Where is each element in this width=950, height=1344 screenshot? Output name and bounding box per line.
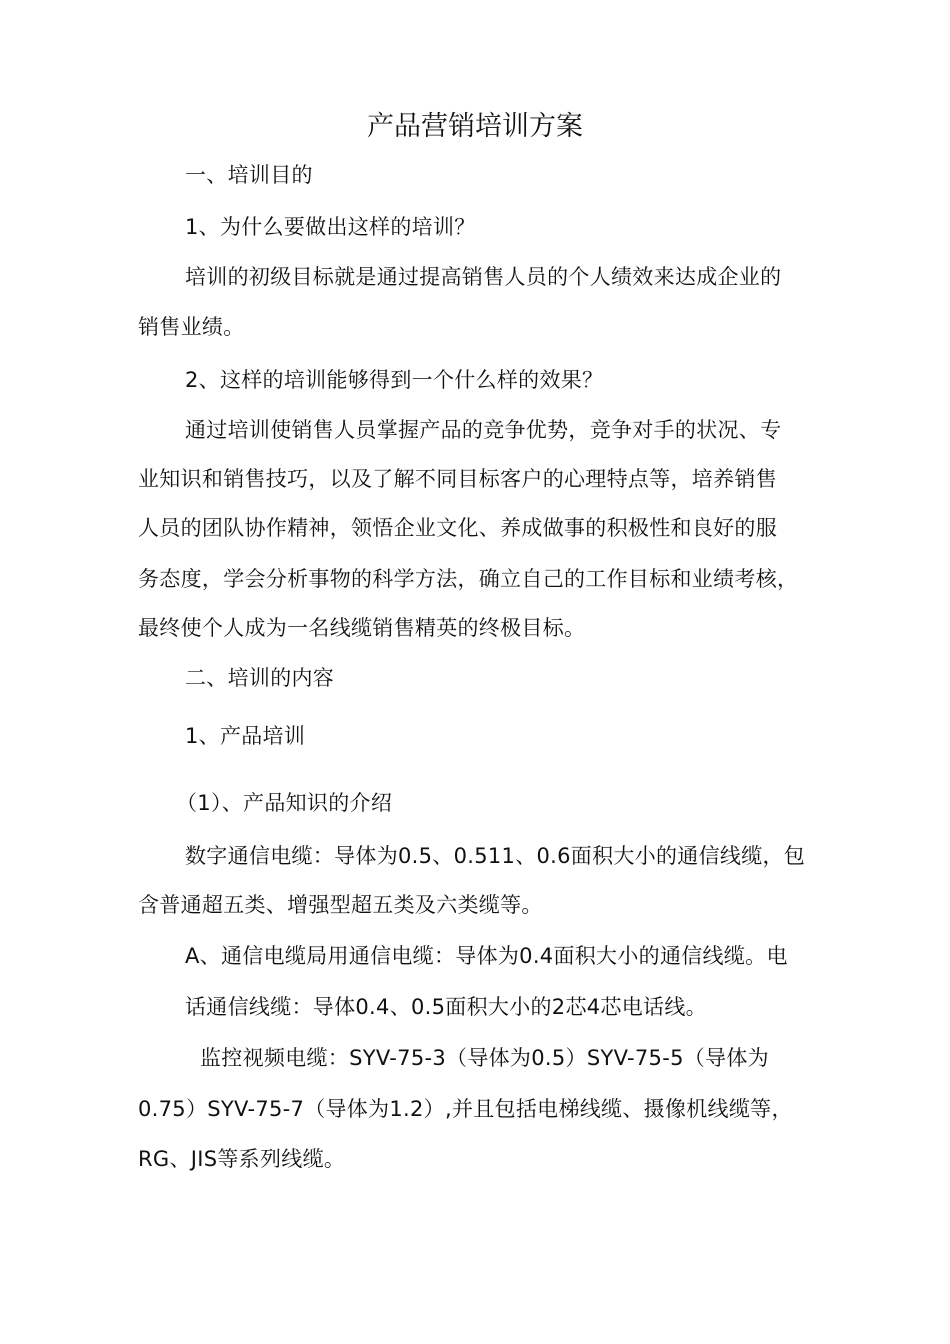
question-1: 1、为什么要做出这样的培训？ <box>185 215 476 239</box>
paragraph-line: 业知识和销售技巧，以及了解不同目标客户的心理特点等，培养销售 <box>138 467 777 491</box>
subsection-heading: 1、产品培训 <box>185 724 306 748</box>
subsection-item: （1）、产品知识的介绍 <box>176 791 393 815</box>
section-heading-1: 一、培训目的 <box>185 163 313 187</box>
document-title: 产品营销培训方案 <box>367 111 583 142</box>
question-2: 2、这样的培训能够得到一个什么样的效果？ <box>185 368 604 392</box>
paragraph-line: 含普通超五类、增强型超五类及六类缆等。 <box>138 893 543 917</box>
paragraph-line: 数字通信电缆：导体为0.5、0.511、0.6面积大小的通信线缆，包 <box>185 844 806 868</box>
paragraph-line: 销售业绩。 <box>138 315 245 339</box>
paragraph-line: 人员的团队协作精神，领悟企业文化、养成做事的积极性和良好的服 <box>138 516 777 540</box>
section-heading-2: 二、培训的内容 <box>185 666 335 690</box>
paragraph-line: 0.75）SYV-75-7（导体为1.2）,并且包括电梯线缆、摄像机线缆等， <box>138 1097 793 1121</box>
paragraph-line: A、通信电缆局用通信电缆：导体为0.4面积大小的通信线缆。电 <box>185 944 788 968</box>
paragraph-line: 监控视频电缆：SYV-75-3（导体为0.5）SYV-75-5（导体为 <box>200 1046 769 1070</box>
paragraph-line: 通过培训使销售人员掌握产品的竞争优势，竞争对手的状况、专 <box>185 418 782 442</box>
paragraph-line: RG、JIS等系列线缆。 <box>138 1147 346 1171</box>
paragraph-line: 最终使个人成为一名线缆销售精英的终极目标。 <box>138 616 586 640</box>
paragraph-line: 培训的初级目标就是通过提高销售人员的个人绩效来达成企业的 <box>185 265 782 289</box>
paragraph-line: 话通信线缆：导体0.4、0.5面积大小的2芯4芯电话线。 <box>185 995 707 1019</box>
paragraph-line: 务态度，学会分析事物的科学方法，确立自己的工作目标和业绩考核， <box>138 567 799 591</box>
